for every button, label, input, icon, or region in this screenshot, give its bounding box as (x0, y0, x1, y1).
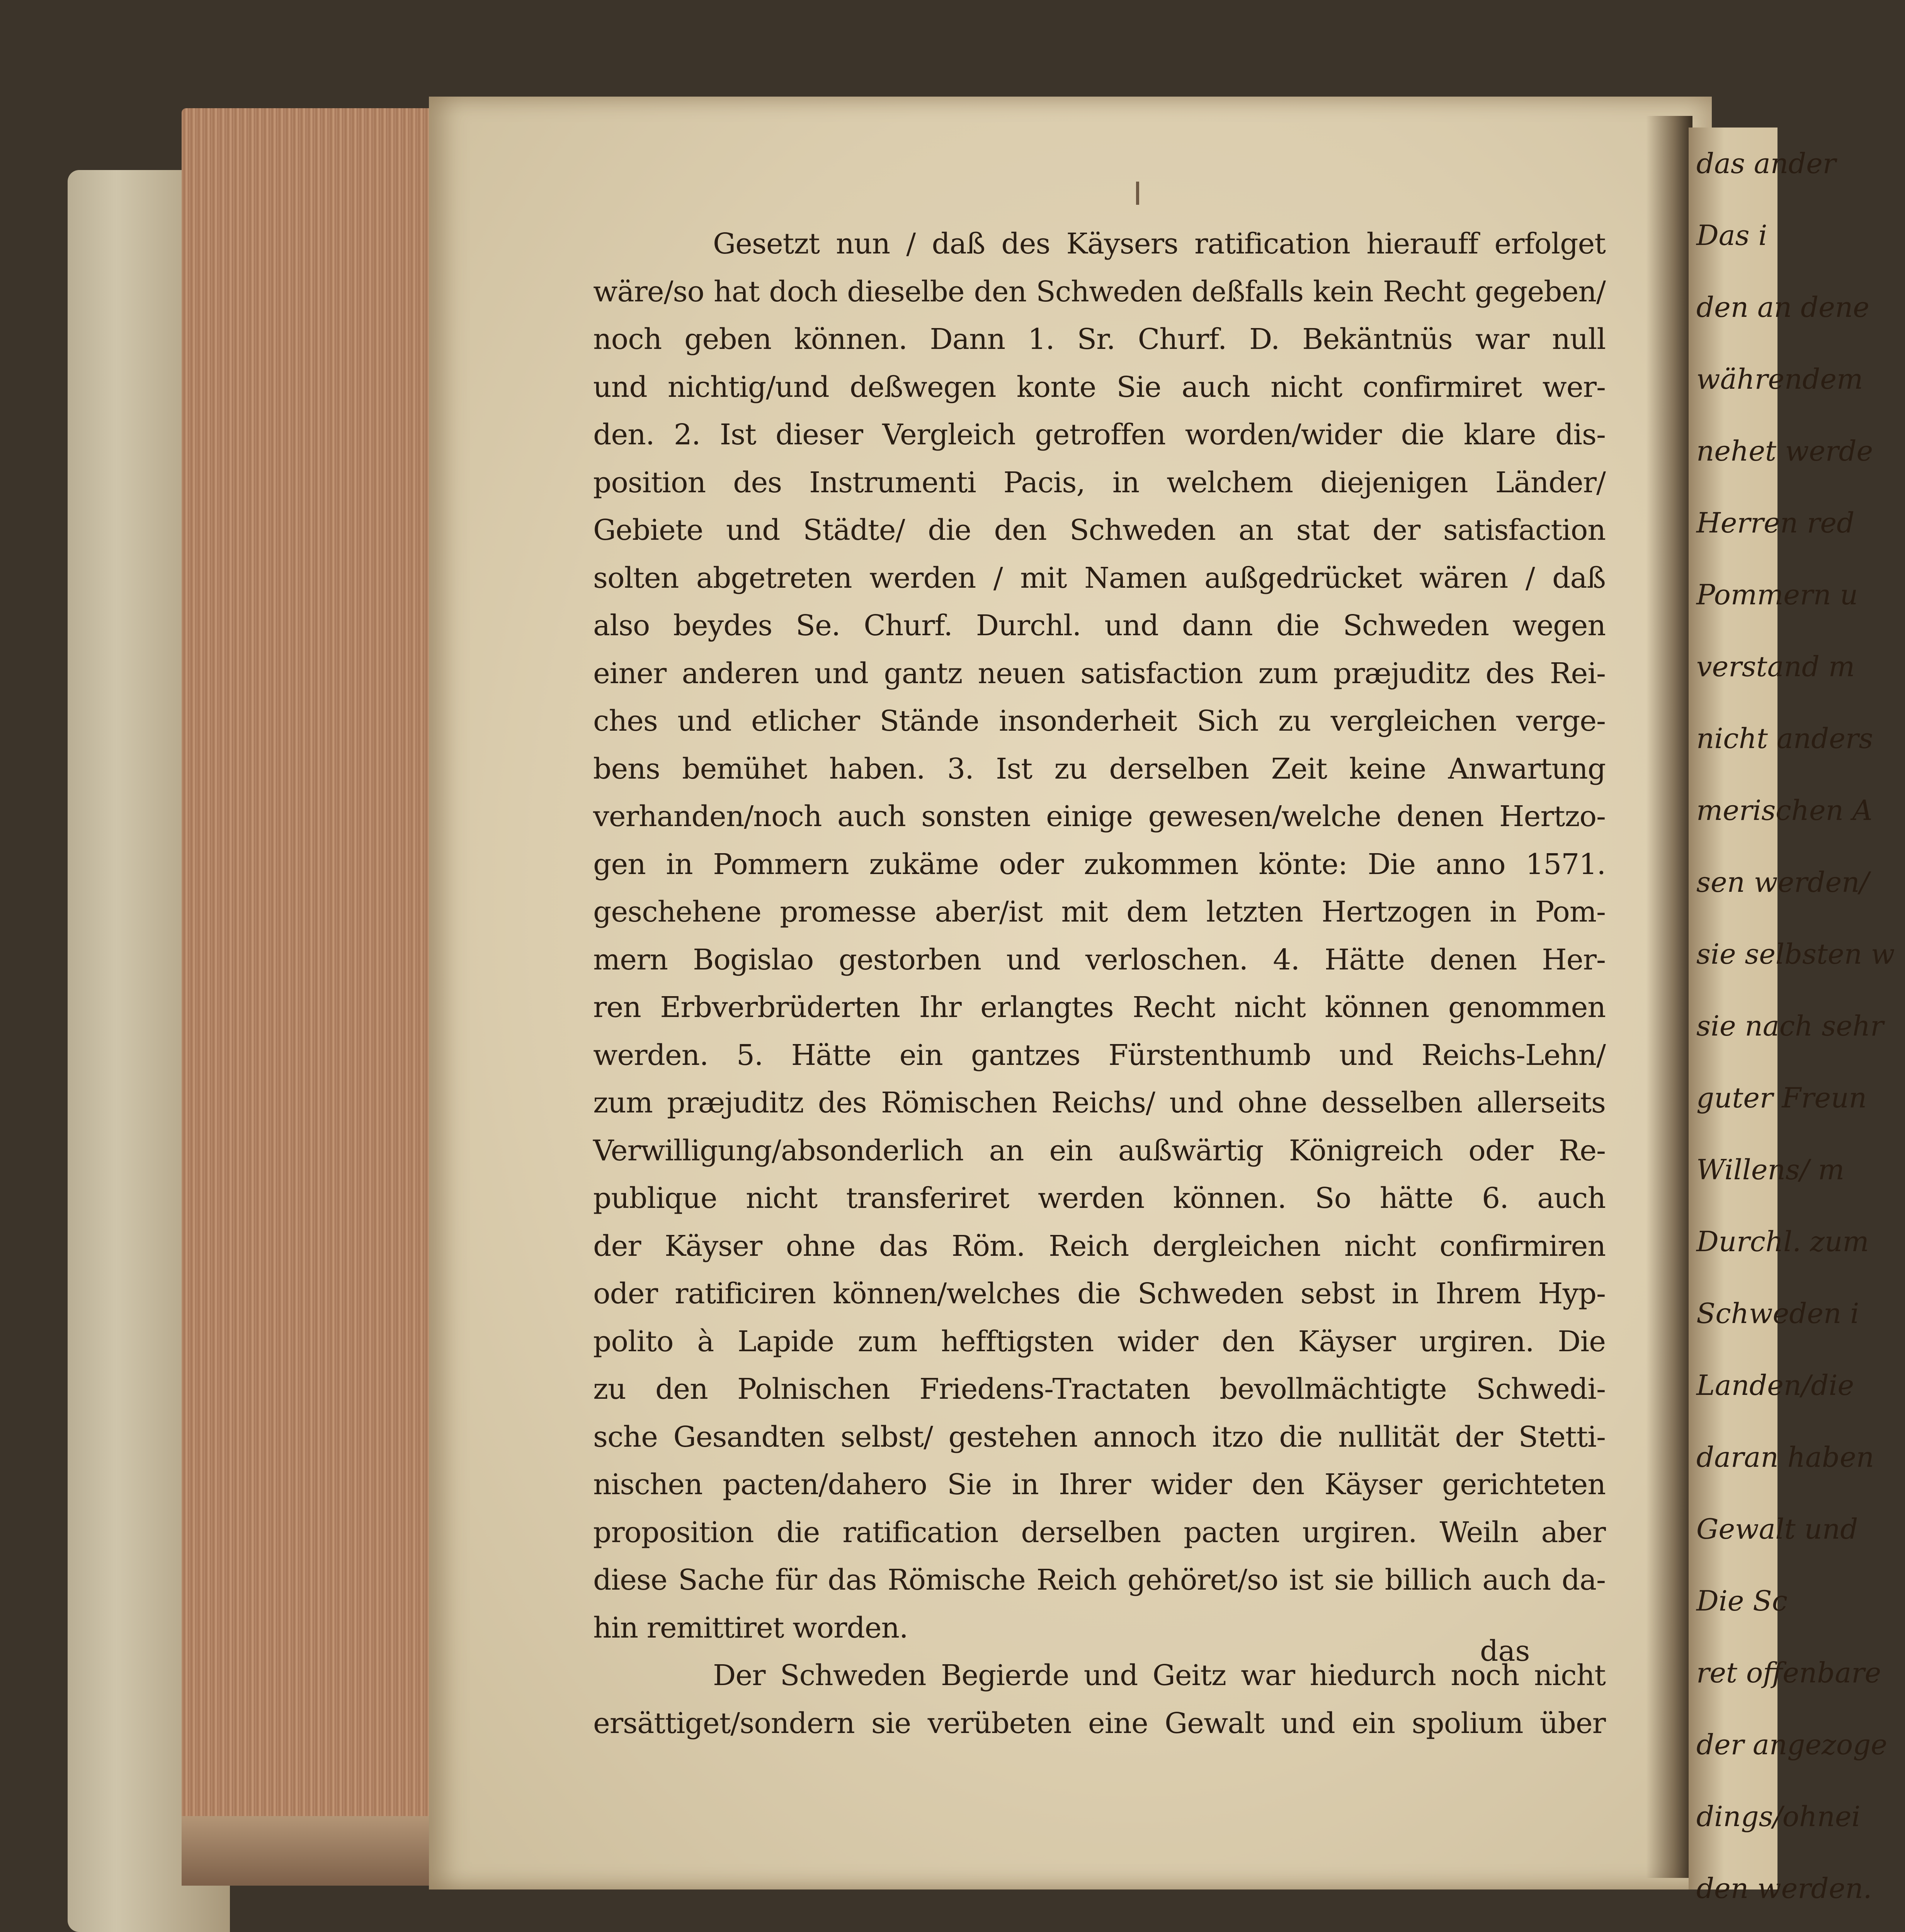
facing-text-line: verstand m (1696, 650, 1855, 683)
text-line: werden. 5. Hätte ein gantzes Fürstenthumb und Reichs-Lehn/ (593, 1038, 1606, 1072)
text-line: ersättiget/sondern sie verübeten eine Gewalt und ein spolium über (593, 1706, 1606, 1740)
facing-text-line: dings/ohnei (1696, 1800, 1861, 1833)
text-line: oder ratificiren können/welches die Schweden sebst in Ihrem Hyp- (593, 1277, 1606, 1310)
text-line: sche Gesandten selbst/ gestehen annoch itzo die nullität der Stetti- (593, 1420, 1606, 1454)
facing-text-line (1689, 1924, 1777, 1932)
facing-text-line: Landen/die (1696, 1369, 1854, 1401)
text-line: mern Bogislao gestorben und verloschen. 4. Hätte denen Her- (593, 943, 1606, 976)
facing-text-line: den an dene (1696, 291, 1869, 323)
book-gutter (1646, 116, 1692, 1878)
text-line: den. 2. Ist dieser Vergleich getroffen worden/wider die klare dis- (593, 418, 1606, 451)
text-line: einer anderen und gantz neuen satisfaction zum præjuditz des Rei- (593, 656, 1606, 690)
text-line: geschehene promesse aber/ist mit dem letzten Hertzogen in Pom- (593, 895, 1606, 929)
text-line: diese Sache für das Römische Reich gehöret/so ist sie billich auch da- (593, 1563, 1606, 1597)
page-edges (182, 108, 448, 1870)
text-line: ches und etlicher Stände insonderheit Sich zu vergleichen verge- (593, 704, 1606, 738)
text-line: Der Schweden Begierde und Geitz war hiedurch noch nicht (713, 1659, 1606, 1692)
text-line: verhanden/noch auch sonsten einige gewesen/welche denen Hertzo- (593, 800, 1606, 833)
facing-text-line: nicht anders (1696, 722, 1873, 755)
page-text (593, 220, 1606, 1747)
text-line: zum præjuditz des Römischen Reichs/ und ohne desselben allerseits (593, 1086, 1606, 1119)
text-line: Gesetzt nun / daß des Käysers ratification hierauff erfolget (713, 227, 1606, 260)
facing-text-line: nehet werde (1696, 435, 1873, 467)
facing-text-line: daran haben (1696, 1441, 1874, 1473)
facing-page (1689, 128, 1895, 1905)
text-line: der Käyser ohne das Röm. Reich dergleichen nicht confirmiren (593, 1229, 1606, 1263)
text-line: und nichtig/und deßwegen konte Sie auch nicht confirmiret wer- (593, 370, 1606, 404)
facing-text-line: Herren red (1696, 507, 1855, 539)
text-line: Verwilligung/absonderlich an ein außwärtig Königreich oder Re- (593, 1134, 1606, 1167)
facing-text-line: Schweden i (1696, 1297, 1859, 1330)
text-line: zu den Polnischen Friedens-Tractaten bevollmächtigte Schwedi- (593, 1372, 1606, 1406)
facing-text-line: Willens/ m (1696, 1153, 1845, 1186)
facing-text-line: ret offenbare (1696, 1656, 1881, 1689)
text-line: Gebiete und Städte/ die den Schweden an stat der satisfaction (593, 514, 1606, 547)
text-line: position des Instrumenti Pacis, in welchem diejenigen Länder/ (593, 466, 1606, 499)
text-line: proposition die ratification derselben pacten urgiren. Weiln aber (593, 1515, 1606, 1549)
facing-text-line: sen werden/ (1696, 866, 1869, 898)
facing-text-line: währendem (1696, 363, 1863, 395)
text-line: polito à Lapide zum hefftigsten wider den Käyser urgiren. Die (593, 1325, 1606, 1358)
text-line: bens bemühet haben. 3. Ist zu derselben Zeit keine Anwartung (593, 752, 1606, 786)
facing-text-line: Pommern u (1696, 578, 1858, 611)
facing-text-line: das ander (1696, 147, 1836, 180)
facing-text-line: merischen A (1696, 794, 1873, 827)
text-line: ren Erbverbrüderten Ihr erlangtes Recht nicht können genommen (593, 991, 1606, 1024)
facing-text-line: sie selbsten w (1696, 938, 1895, 970)
facing-text-line: sie nach sehr (1696, 1010, 1884, 1042)
facing-text-line: den werden. (1696, 1872, 1872, 1905)
text-line: hin remittiret worden. (593, 1611, 908, 1645)
text-line: noch geben können. Dann 1. Sr. Churf. D. Bekäntnüs war null (593, 323, 1606, 356)
text-line: nischen pacten/dahero Sie in Ihrer wider den Käyser gerichteten (593, 1468, 1606, 1501)
text-line: gen in Pommern zukäme oder zukommen könte: Die anno 1571. (593, 847, 1606, 881)
facing-text-line: guter Freun (1696, 1082, 1867, 1114)
text-line: wäre/so hat doch dieselbe den Schweden deßfalls kein Recht gegeben/ (593, 275, 1606, 308)
text-line: also beydes Se. Churf. Durchl. und dann die Schweden wegen (593, 609, 1606, 642)
ink-mark (1136, 182, 1139, 205)
facing-text-line: Die Sc (1696, 1585, 1788, 1617)
text-line: publique nicht transferiret werden können. So hätte 6. auch (593, 1182, 1606, 1215)
facing-text-line: Gewalt und (1696, 1513, 1858, 1545)
facing-text-line: der angezoge (1696, 1728, 1887, 1761)
facing-text-line: Durchl. zum (1696, 1225, 1869, 1258)
catchword: das (1480, 1634, 1530, 1668)
text-line: solten abgetreten werden / mit Namen außgedrücket wären / daß (593, 561, 1606, 595)
facing-text-line: Das i (1696, 219, 1767, 252)
